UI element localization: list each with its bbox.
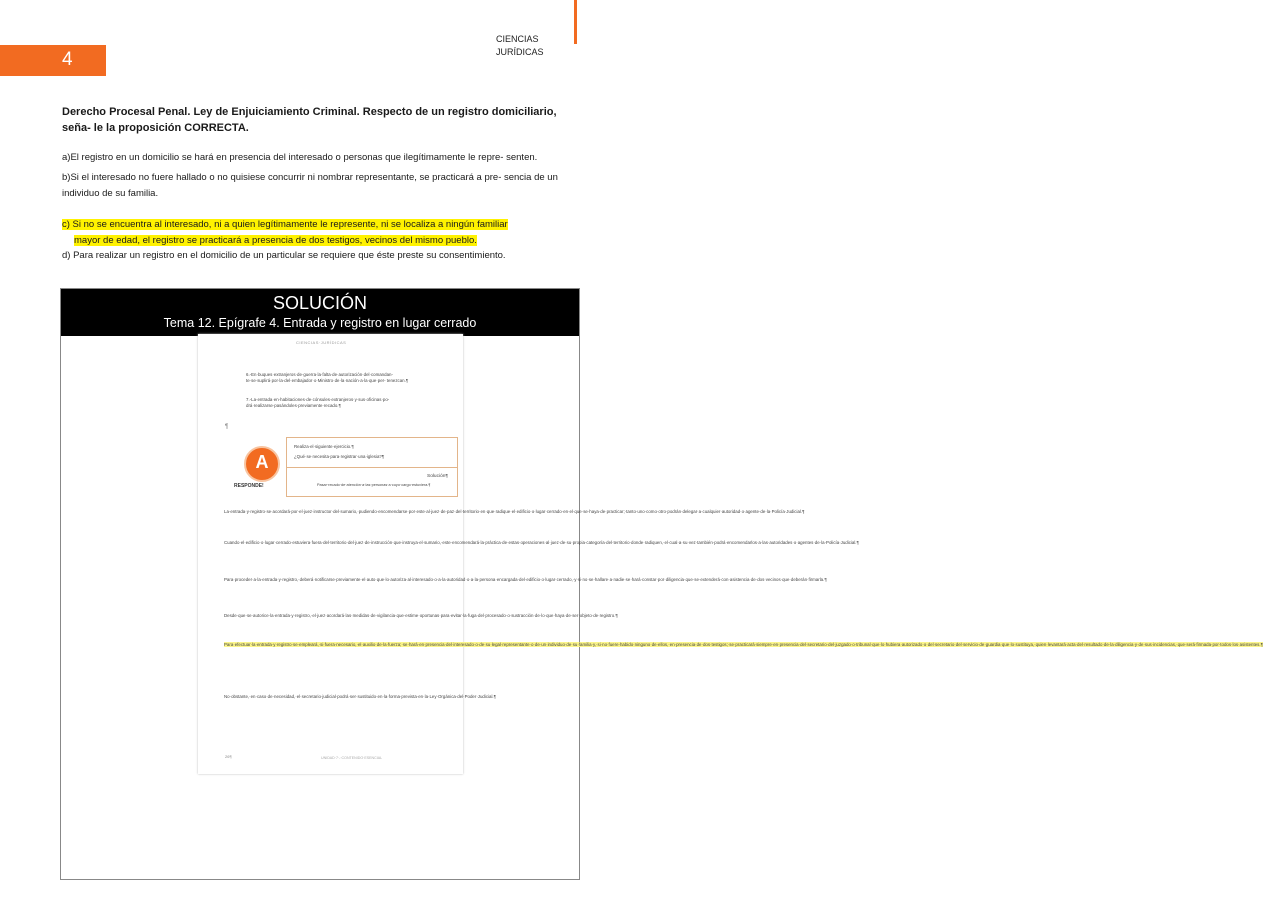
- book-page-number: 26¶: [225, 754, 232, 759]
- exercise-solution-text: Pasar·recado·de·atención·a·las·personas·a·cuyo·cargo·estuviera.¶: [317, 483, 431, 487]
- header-accent-line: [574, 0, 577, 44]
- book-page-image: [198, 334, 1263, 774]
- exercise-box: [286, 437, 458, 497]
- book-paragraph-1: La·entrada·y·registro·se·acordará·por·el·juez·instructor·del·sumario,·pudiendo·encomendarse·por·este·al·juez·de·paz·del·territorio·en·que·radique·el·edificio·o·lugar·cerrado·en·el·que·se·haya·de·practicar;·tanto·uno·como·otro·podrán·delegar·a·cualquier·autoridad·o·agente·de·la·Policía·Judicial.¶: [224, 509, 805, 514]
- category-line-2: JURÍDICAS: [496, 47, 544, 57]
- option-c-line-1: c) Si no se encuentra al interesado, ni a quien legítimamente le represente, ni se localiza a ningún familiar: [62, 219, 508, 230]
- exercise-divider: [287, 467, 457, 468]
- option-d: d) Para realizar un registro en el domicilio de un particular se requiere que éste preste su consentimiento.: [62, 250, 506, 261]
- book-item-7: 7.-La·entrada·en·habitaciones·de·cónsules·extranjeros·y·sus·oficinas·po- drá·realizarse·pasándoles·previamente·recado.¶: [246, 397, 390, 408]
- page-number-tab: [0, 45, 106, 76]
- book-page-header: CIENCIAS·JURÍDICAS: [296, 340, 347, 345]
- option-a: a)El registro en un domicilio se hará en presencia del interesado o personas que ilegítimamente le repre- senten.: [62, 152, 538, 163]
- book-paragraph-4: Desde·que·se·autorice·la·entrada·y·registro,·el·juez·acordará·las·medidas·de·vigilancia·que·estime·oportunas·para·evitar·la·fuga·del·procesado·o·sustracción·de·lo·que·haya·de·ser·objeto·de·registro.¶: [224, 613, 618, 618]
- option-c-correct: [62, 217, 582, 249]
- book-paragraph-5-wrap: [224, 642, 1263, 648]
- solution-box: [60, 288, 1263, 880]
- responde-badge-icon: [244, 446, 280, 482]
- book-item-6: 6.-En·buques·extranjeros·de·guerra·la·falta·de·autorización·del·comandan- te·se·suplirá·por·la·del·embajador·o·Ministro·de·la·nación·a·la·que·per- tenezcan.¶: [246, 372, 409, 383]
- exercise-question: ¿Qué·se·necesita·para·registrar·una·iglesia?¶: [294, 454, 385, 459]
- book-paragraph-2: Cuando·el·edificio·o·lugar·cerrado·estuviera·fuera·del·territorio·del·juez·de·instrucción·que·instruya·el·sumario,·este·encomendará·la·práctica·de·estas·operaciones·al·juez·de·su·propia·categoría·del·territorio·donde·radiquen,·el·cual·a·su·vez·también·podrá·encomendarlos·a·las·autoridades·o·agentes·de·la·Policía·Judicial.¶: [224, 540, 859, 545]
- book-footer: UNIDAD·7·-·CONTENIDO·ESENCIAL: [321, 756, 383, 760]
- book-pilcrow: ¶: [225, 424, 229, 430]
- option-c-line-2: mayor de edad, el registro se practicará a presencia de dos testigos, vecinos del mismo pueblo.: [74, 235, 477, 246]
- header-category: [496, 33, 544, 59]
- option-b: b)Si el interesado no fuere hallado o no quisiese concurrir ni nombrar representante, se practicará a pre- sencia de un individuo de su familia.: [62, 172, 558, 199]
- solution-header: [61, 289, 579, 336]
- solution-heading: SOLUCIÓN: [272, 293, 368, 313]
- solution-subheading: Tema 12. Epígrafe 4. Entrada y registro en lugar cerrado: [163, 316, 477, 330]
- badge-label: RESPONDE!: [234, 483, 264, 489]
- book-paragraph-6: No·obstante,·en·caso·de·necesidad,·el·secretario·judicial·podrá·ser·sustituido·en·la·forma·prevista·en·la·Ley·Orgánica·del·Poder·Judicial.¶: [224, 694, 497, 699]
- book-paragraph-5-highlight: Para·efectuar·la·entrada·y·registro·se·empleará,·si·fuera·necesario,·el·auxilio·de·la·fuerza;·se·hará·en·presencia·del·interesado·o·de·su·legal·representante·o·de·un·individuo·de·su·familia·y,·si·no·fuere·habido·ninguno·de·ellos,·en·presencia·de·dos·testigos;·se·practicará·siempre·en·presencia·del·secretario·del·juzgado·o·tribunal·que·lo·hubiera·autorizado·o·del·secretario·del·servicio·de·guardia·que·lo·sustituya,·quien·levantará·acta·del·resultado·de·la·diligencia·y·de·sus·incidencias,·que·será·firmada·por·todos·los·asistentes.¶: [224, 642, 1263, 647]
- exercise-prompt: Realiza·el·siguiente·ejercicio.¶: [294, 444, 354, 449]
- book-paragraph-3: Para·proceder·a·la·entrada·y·registro,·deberá·notificarse·previamente·el·auto·que·lo·autoriza·al·interesado·o·a·la·autoridad·o·a·la·persona·encargada·del·edificio·o·lugar·cerrado,·y·si·no·se·hallare·a·nadie·se·hará·constar·por·diligencia·que·se·extenderá·con·asistencia·de·dos·vecinos·que·deberán·firmarla.¶: [224, 577, 827, 582]
- category-line-1: CIENCIAS: [496, 34, 539, 44]
- badge-letter: A: [255, 452, 269, 472]
- page-number: 4: [62, 49, 73, 70]
- question-title: Derecho Procesal Penal. Ley de Enjuiciamiento Criminal. Respecto de un registro domiciliario, seña- le la proposición CORRECTA.: [62, 106, 557, 134]
- exercise-solution-label: Solución¶: [427, 474, 448, 479]
